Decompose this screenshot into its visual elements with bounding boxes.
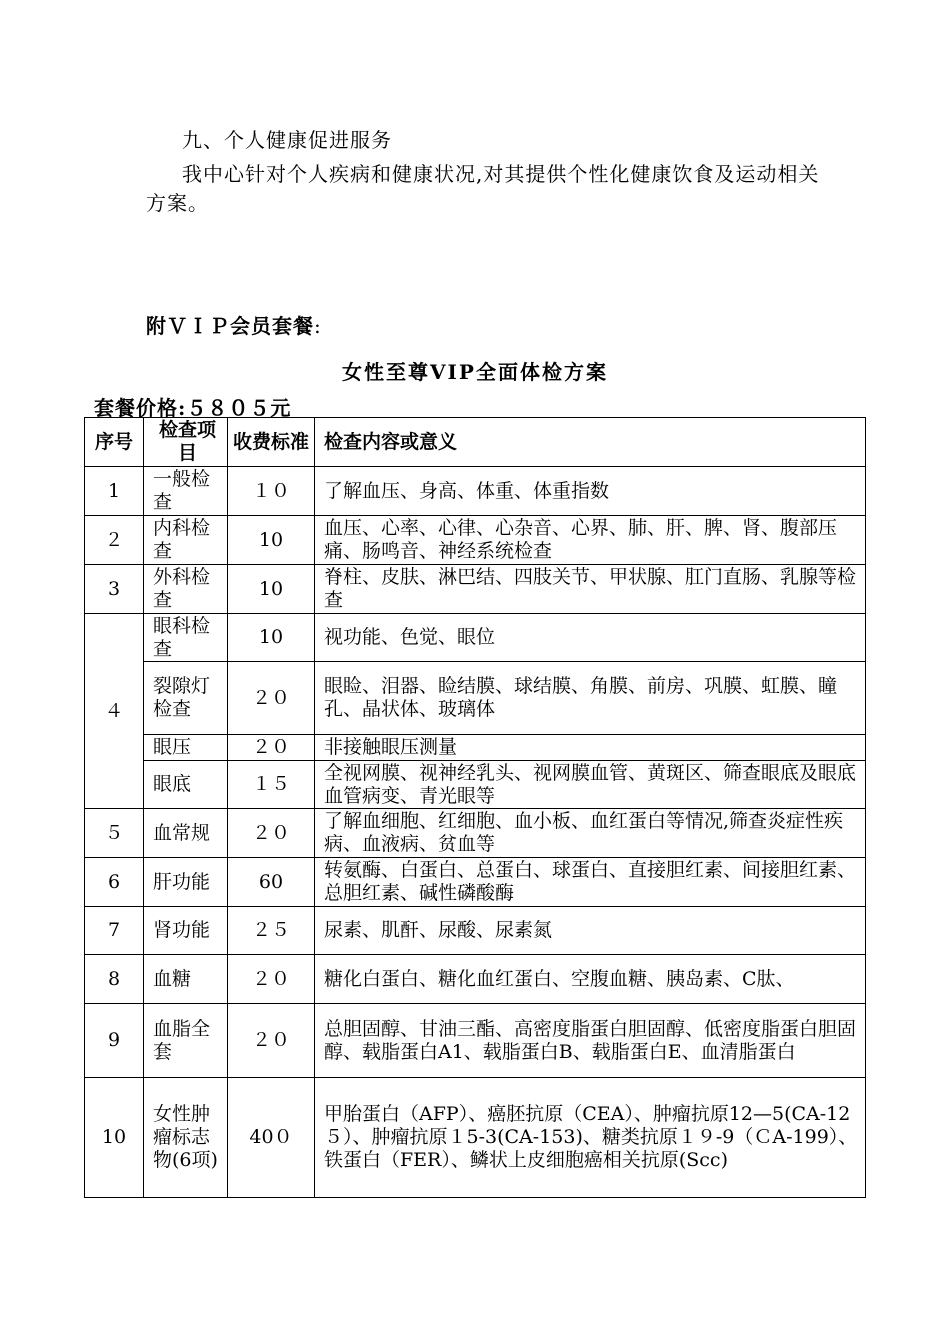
- row-desc: 总胆固醇、甘油三酯、高密度脂蛋白胆固醇、低密度脂蛋白胆固醇、载脂蛋白A1、载脂蛋白B、载脂蛋白E、血清脂蛋白: [315, 1004, 866, 1078]
- table-row: [85, 1078, 866, 1198]
- row-no: 10: [85, 1078, 144, 1198]
- row-item: 眼底: [144, 761, 228, 809]
- row-fee: ２０: [228, 1004, 315, 1078]
- vip-heading-text: 附ＶＩＰ会员套餐: [146, 314, 314, 338]
- header-fee: 收费标准: [228, 418, 315, 467]
- plan-title: 女性至尊VIP全面体检方案: [342, 360, 608, 384]
- row-item: 内科检查: [144, 516, 228, 565]
- row-desc: 甲胎蛋白（AFP）、癌胚抗原（CEA）、肿瘤抗原12—5(CA-12５）、肿瘤抗原１5-3(CA-153)、糖类抗原１９-9（ＣA-199）、铁蛋白（FER）、鳞状上皮细胞癌相关抗原(Scc): [315, 1078, 866, 1198]
- section-paragraph: 我中心针对个人疾病和健康状况,对其提供个性化健康饮食及运动相关方案。: [146, 162, 820, 215]
- row-item: 血常规: [144, 809, 228, 858]
- row-fee: １０: [228, 467, 315, 516]
- row-desc: 了解血压、身高、体重、体重指数: [315, 467, 866, 516]
- row-fee: ２０: [228, 809, 315, 858]
- table-row: [85, 809, 866, 858]
- table-row: [85, 858, 866, 907]
- row-fee: 60: [228, 858, 315, 907]
- row-fee: 10: [228, 565, 315, 614]
- row-no: 8: [85, 955, 144, 1004]
- row-fee: １５: [228, 761, 315, 809]
- row-item: 血脂全套: [144, 1004, 228, 1078]
- row-no: 6: [85, 858, 144, 907]
- row-fee: ２０: [228, 662, 315, 735]
- header-no: 序号: [85, 418, 144, 467]
- row-fee: 10: [228, 614, 315, 662]
- vip-package-heading: [146, 310, 322, 339]
- table-row: [85, 955, 866, 1004]
- vip-heading-colon: :: [314, 314, 322, 338]
- row-desc: 全视网膜、视神经乳头、视网膜血管、黄斑区、筛查眼底及眼底血管病变、青光眼等: [315, 761, 866, 809]
- row-no: 1: [85, 467, 144, 516]
- row-item: 眼科检查: [144, 614, 228, 662]
- table-row: [85, 516, 866, 565]
- table-row: [85, 761, 866, 809]
- row-desc: 糖化白蛋白、糖化血红蛋白、空腹血糖、胰岛素、C肽、: [315, 955, 866, 1004]
- package-price: 套餐价格:５８０５元: [94, 396, 292, 420]
- row-desc: 脊柱、皮肤、淋巴结、四肢关节、甲状腺、肛门直肠、乳腺等检查: [315, 565, 866, 614]
- row-desc: 非接触眼压测量: [315, 735, 866, 761]
- header-item: 检查项目: [144, 418, 228, 467]
- row-no: 3: [85, 565, 144, 614]
- row-item: 裂隙灯检查: [144, 662, 228, 735]
- row-desc: 尿素、肌酐、尿酸、尿素氮: [315, 907, 866, 955]
- table-row: [85, 662, 866, 735]
- row-no: ２: [85, 516, 144, 565]
- row-item: 眼压: [144, 735, 228, 761]
- table-row: [85, 467, 866, 516]
- table-row: [85, 735, 866, 761]
- row-fee: 10: [228, 516, 315, 565]
- row-desc: 眼睑、泪器、睑结膜、球结膜、角膜、前房、巩膜、虹膜、瞳孔、晶状体、玻璃体: [315, 662, 866, 735]
- section-heading: 九、个人健康促进服务: [182, 128, 392, 152]
- row-item: 外科检查: [144, 565, 228, 614]
- table-row: [85, 1004, 866, 1078]
- row-item: 女性肿瘤标志物(6项): [144, 1078, 228, 1198]
- row-fee: ２５: [228, 907, 315, 955]
- row-item: 肝功能: [144, 858, 228, 907]
- row-item: 一般检查: [144, 467, 228, 516]
- row-no: ５: [85, 809, 144, 858]
- row-item: 肾功能: [144, 907, 228, 955]
- row-no: 9: [85, 1004, 144, 1078]
- row-fee: ２０: [228, 955, 315, 1004]
- row-fee: 40０: [228, 1078, 315, 1198]
- row-no: 7: [85, 907, 144, 955]
- row-item: 血糖: [144, 955, 228, 1004]
- table-row: [85, 907, 866, 955]
- row-desc: 了解血细胞、红细胞、血小板、血红蛋白等情况,筛查炎症性疾病、血液病、贫血等: [315, 809, 866, 858]
- table-row: [85, 565, 866, 614]
- header-desc: 检查内容或意义: [315, 418, 866, 467]
- row-desc: 视功能、色觉、眼位: [315, 614, 866, 662]
- row-fee: ２０: [228, 735, 315, 761]
- row-desc: 血压、心率、心律、心杂音、心界、肺、肝、脾、肾、腹部压痛、肠鸣音、神经系统检查: [315, 516, 866, 565]
- table-row: [85, 614, 866, 662]
- row-no: ４: [85, 614, 144, 809]
- row-desc: 转氨酶、白蛋白、总蛋白、球蛋白、直接胆红素、间接胆红素、总胆红素、碱性磷酸酶: [315, 858, 866, 907]
- table-header-row: [85, 418, 866, 467]
- package-table: [84, 417, 866, 1198]
